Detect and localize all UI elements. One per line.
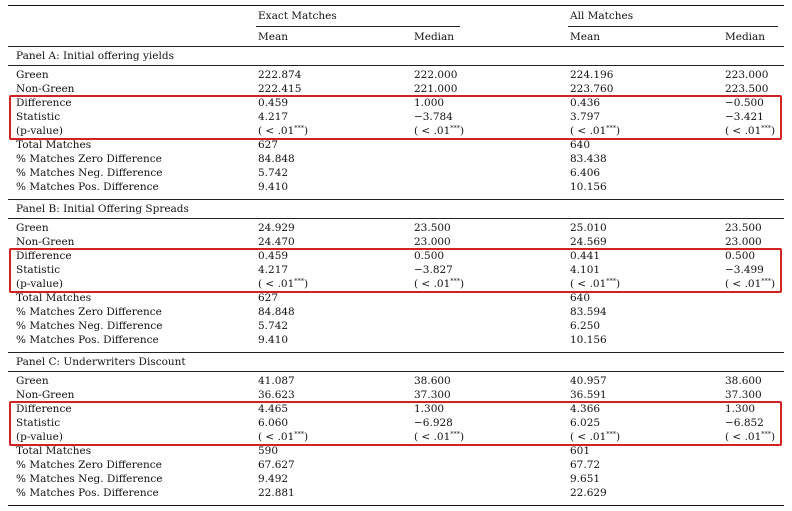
table-cell: 6.406	[570, 167, 601, 179]
table-cell: 6.025	[570, 417, 601, 429]
p-value-text: ( < .01	[414, 278, 451, 290]
table-cell: 627	[258, 139, 279, 151]
p-value-text: ( < .01	[725, 431, 762, 443]
row-label-zero: % Matches Zero Difference	[16, 153, 162, 165]
significance-stars: ***	[450, 124, 461, 132]
table-cell: 0.459	[258, 97, 289, 109]
table-cell: 22.881	[258, 487, 295, 499]
p-value-text: ( < .01	[570, 125, 607, 137]
table-cell: 37.300	[414, 389, 451, 401]
table-cell: 4.217	[258, 264, 289, 276]
table-cell: −3.784	[414, 111, 453, 123]
table-cell: 36.591	[570, 389, 607, 401]
p-value-close: )	[304, 278, 309, 290]
table-cell: −3.827	[414, 264, 453, 276]
group-header-all: All Matches	[570, 10, 634, 22]
row-label-pval: (p-value)	[16, 278, 63, 290]
table-cell: 41.087	[258, 375, 295, 387]
row-label-neg: % Matches Neg. Difference	[16, 167, 163, 179]
table-cell: 1.000	[414, 97, 445, 109]
table-cell: 4.366	[570, 403, 601, 415]
table-cell: 0.441	[570, 250, 601, 262]
table-cell: 223.500	[725, 83, 769, 95]
row-label-nongreen: Non-Green	[16, 83, 75, 95]
table-cell: 10.156	[570, 334, 607, 346]
p-value-close: )	[771, 278, 776, 290]
table-cell: 640	[570, 292, 591, 304]
p-value-close: )	[460, 278, 465, 290]
table-cell: 67.72	[570, 459, 601, 471]
row-label-nongreen: Non-Green	[16, 389, 75, 401]
p-value-text: ( < .01	[258, 431, 295, 443]
table-cell: 83.438	[570, 153, 607, 165]
p-value-text: ( < .01	[258, 125, 295, 137]
table-cell: 223.760	[570, 83, 614, 95]
table-cell: 9.651	[570, 473, 601, 485]
significance-stars: ***	[761, 277, 772, 285]
table-cell: 67.627	[258, 459, 295, 471]
table-cell: 5.742	[258, 320, 289, 332]
table-cell: 4.101	[570, 264, 601, 276]
p-value-close: )	[304, 125, 309, 137]
table-cell: 222.415	[258, 83, 302, 95]
panel-rule	[8, 46, 784, 47]
significance-stars: ***	[294, 124, 305, 132]
row-label-pos: % Matches Pos. Difference	[16, 487, 159, 499]
highlight-box	[9, 248, 782, 293]
table-cell: 224.196	[570, 69, 614, 81]
panel-title-rule	[8, 371, 784, 372]
table-cell: −3.499	[725, 264, 764, 276]
table-cell: 223.000	[725, 69, 769, 81]
row-label-green: Green	[16, 375, 49, 387]
table-cell: −0.500	[725, 97, 764, 109]
table-cell: 1.300	[414, 403, 445, 415]
row-label-stat: Statistic	[16, 111, 61, 123]
table-cell: 627	[258, 292, 279, 304]
table-cell: 24.470	[258, 236, 295, 248]
row-label-diff: Difference	[16, 250, 72, 262]
p-value-close: )	[304, 431, 309, 443]
top-rule	[8, 5, 784, 6]
significance-stars: ***	[294, 277, 305, 285]
table-cell: 9.492	[258, 473, 289, 485]
row-label-neg: % Matches Neg. Difference	[16, 320, 163, 332]
table-cell: −3.421	[725, 111, 764, 123]
table-cell: 640	[570, 139, 591, 151]
table-cell: 1.300	[725, 403, 756, 415]
p-value-close: )	[460, 125, 465, 137]
table-cell: 84.848	[258, 153, 295, 165]
row-label-pval: (p-value)	[16, 125, 63, 137]
table-cell: 9.410	[258, 181, 289, 193]
table-cell: 23.000	[414, 236, 451, 248]
table-cell: 40.957	[570, 375, 607, 387]
panel-title-rule	[8, 65, 784, 66]
table-cell: 222.000	[414, 69, 458, 81]
table-cell: 24.569	[570, 236, 607, 248]
bottom-rule	[8, 505, 784, 506]
table-cell: 3.797	[570, 111, 601, 123]
col-header-median-all: Median	[725, 31, 766, 43]
table-cell: 601	[570, 445, 591, 457]
row-label-total: Total Matches	[16, 139, 92, 151]
significance-stars: ***	[606, 124, 617, 132]
p-value-close: )	[771, 125, 776, 137]
significance-stars: ***	[606, 430, 617, 438]
p-value-text: ( < .01	[258, 278, 295, 290]
p-value-text: ( < .01	[725, 125, 762, 137]
table-cell: 4.465	[258, 403, 289, 415]
table-cell: 25.010	[570, 222, 607, 234]
significance-stars: ***	[761, 430, 772, 438]
row-label-green: Green	[16, 222, 49, 234]
col-header-mean-exact: Mean	[258, 31, 288, 43]
table-cell: 0.500	[414, 250, 445, 262]
p-value-text: ( < .01	[570, 278, 607, 290]
row-label-pos: % Matches Pos. Difference	[16, 181, 159, 193]
group-header-exact: Exact Matches	[258, 10, 337, 22]
p-value-text: ( < .01	[725, 278, 762, 290]
row-label-total: Total Matches	[16, 445, 92, 457]
row-label-diff: Difference	[16, 403, 72, 415]
table-cell: 38.600	[414, 375, 451, 387]
table-cell: 0.500	[725, 250, 756, 262]
table-cell: 590	[258, 445, 279, 457]
table-cell: 6.060	[258, 417, 289, 429]
p-value-close: )	[460, 431, 465, 443]
panel-title: Panel C: Underwriters Discount	[16, 356, 186, 368]
table-cell: 36.623	[258, 389, 295, 401]
row-label-pos: % Matches Pos. Difference	[16, 334, 159, 346]
col-header-median-exact: Median	[414, 31, 455, 43]
row-label-pval: (p-value)	[16, 431, 63, 443]
row-label-nongreen: Non-Green	[16, 236, 75, 248]
table-cell: 6.250	[570, 320, 601, 332]
group-rule-all	[568, 26, 778, 27]
highlight-box	[9, 401, 782, 446]
table-cell: 83.594	[570, 306, 607, 318]
table-cell: 0.436	[570, 97, 601, 109]
row-label-zero: % Matches Zero Difference	[16, 459, 162, 471]
table-cell: 10.156	[570, 181, 607, 193]
significance-stars: ***	[606, 277, 617, 285]
table-cell: 37.300	[725, 389, 762, 401]
p-value-close: )	[616, 278, 621, 290]
panel-title: Panel B: Initial Offering Spreads	[16, 203, 189, 215]
p-value-text: ( < .01	[570, 431, 607, 443]
table-cell: 221.000	[414, 83, 458, 95]
table-cell: −6.928	[414, 417, 453, 429]
table-cell: 23.500	[414, 222, 451, 234]
p-value-text: ( < .01	[414, 431, 451, 443]
p-value-close: )	[616, 125, 621, 137]
col-header-mean-all: Mean	[570, 31, 600, 43]
group-rule-exact	[256, 26, 460, 27]
p-value-close: )	[616, 431, 621, 443]
table-cell: 5.742	[258, 167, 289, 179]
significance-stars: ***	[761, 124, 772, 132]
row-label-stat: Statistic	[16, 264, 61, 276]
panel-rule	[8, 199, 784, 200]
row-label-stat: Statistic	[16, 417, 61, 429]
table-cell: 84.848	[258, 306, 295, 318]
table-cell: 22.629	[570, 487, 607, 499]
panel-rule	[8, 352, 784, 353]
table-cell: 0.459	[258, 250, 289, 262]
panel-title: Panel A: Initial offering yields	[16, 50, 174, 62]
significance-stars: ***	[294, 430, 305, 438]
table-cell: 38.600	[725, 375, 762, 387]
highlight-box	[9, 95, 782, 140]
table-cell: 23.000	[725, 236, 762, 248]
p-value-close: )	[771, 431, 776, 443]
table-cell: −6.852	[725, 417, 764, 429]
table-cell: 9.410	[258, 334, 289, 346]
row-label-zero: % Matches Zero Difference	[16, 306, 162, 318]
row-label-total: Total Matches	[16, 292, 92, 304]
row-label-diff: Difference	[16, 97, 72, 109]
table-cell: 23.500	[725, 222, 762, 234]
row-label-green: Green	[16, 69, 49, 81]
table-cell: 4.217	[258, 111, 289, 123]
p-value-text: ( < .01	[414, 125, 451, 137]
table-cell: 222.874	[258, 69, 302, 81]
table-cell: 24.929	[258, 222, 295, 234]
significance-stars: ***	[450, 277, 461, 285]
panel-title-rule	[8, 218, 784, 219]
row-label-neg: % Matches Neg. Difference	[16, 473, 163, 485]
significance-stars: ***	[450, 430, 461, 438]
